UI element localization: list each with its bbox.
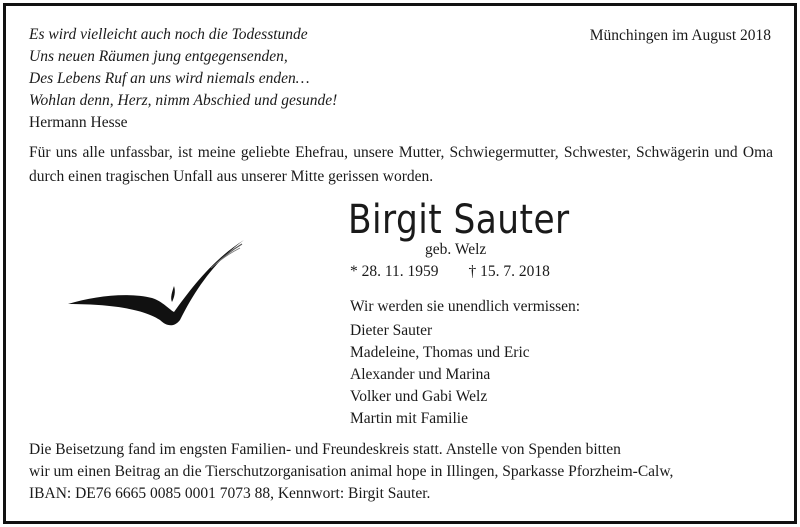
funeral-line: IBAN: DE76 6665 0085 0001 7073 88, Kennwort: Birgit Sauter. bbox=[29, 485, 431, 502]
death-date: † 15. 7. 2018 bbox=[468, 263, 550, 280]
funeral-line: Die Beisetzung fand im engsten Familien- und Freundeskreis statt. Anstelle von Spenden bitten bbox=[29, 441, 621, 458]
funeral-line: wir um einen Beitrag an die Tierschutzorganisation animal hope in Illingen, Sparkasse Pforzheim-Calw, bbox=[29, 463, 674, 480]
deceased-name: Birgit Sauter bbox=[348, 197, 570, 243]
poem-line: Wohlan denn, Herz, nimm Abschied und gesunde! bbox=[29, 92, 338, 109]
mourner: Madeleine, Thomas und Eric bbox=[350, 344, 530, 361]
intro-text: Für uns alle unfassbar, ist meine geliebte Ehefrau, unsere Mutter, Schwiegermutter, Schwester, Schwägerin und Oma durch einen tragischen Unfall aus unserer Mitte gerissen worden. bbox=[29, 144, 773, 185]
miss-text: Wir werden sie unendlich vermissen: bbox=[350, 298, 581, 315]
mourner: Martin mit Familie bbox=[350, 410, 468, 427]
poem-line: Uns neuen Räumen jung entgegensenden, bbox=[29, 48, 288, 65]
life-dates bbox=[350, 263, 550, 281]
funeral-notice bbox=[29, 439, 773, 505]
mourners-list bbox=[350, 320, 530, 430]
maiden-name: geb. Welz bbox=[425, 241, 487, 258]
mourner: Dieter Sauter bbox=[350, 322, 433, 339]
poem-author: Hermann Hesse bbox=[29, 114, 128, 131]
birth-date: * 28. 11. 1959 bbox=[350, 263, 439, 280]
bird-icon bbox=[66, 236, 246, 332]
mourner: Volker und Gabi Welz bbox=[350, 388, 488, 405]
place-date: Münchingen im August 2018 bbox=[589, 27, 771, 44]
poem-line: Des Lebens Ruf an uns wird niemals enden… bbox=[29, 70, 310, 87]
poem bbox=[29, 24, 409, 134]
mourner: Alexander und Marina bbox=[350, 366, 491, 383]
poem-line: Es wird vielleicht auch noch die Todesstunde bbox=[29, 26, 308, 43]
